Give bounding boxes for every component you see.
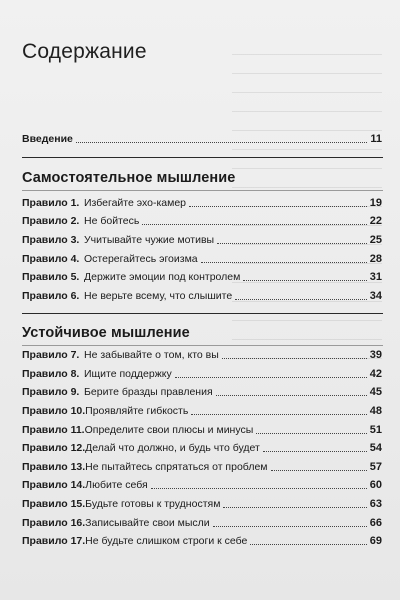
- toc-entry: [22, 269, 382, 285]
- rule-number: Правило 1.: [22, 197, 80, 209]
- entry-page: 11: [370, 133, 382, 145]
- entry-page: 28: [369, 253, 382, 265]
- dot-leader: [201, 262, 367, 263]
- entry-title: Любите себя: [85, 479, 148, 491]
- rule-number: Правило 7.: [22, 349, 80, 361]
- section-title: Самостоятельное мышление: [22, 170, 236, 186]
- entry-page: 48: [369, 405, 382, 417]
- rule-number: Правило 9.: [22, 386, 80, 398]
- entry-page: 54: [369, 442, 382, 454]
- entry-page: 25: [369, 234, 382, 246]
- dot-leader: [151, 488, 367, 489]
- toc-entry: [22, 366, 382, 382]
- toc-entry: [22, 384, 382, 400]
- section-divider: [22, 313, 383, 314]
- rule-number: Правило 10.: [22, 405, 86, 417]
- dot-leader: [235, 299, 367, 300]
- toc-entry: [22, 347, 382, 363]
- toc-entry: [22, 232, 382, 248]
- dot-leader: [217, 243, 367, 244]
- toc-entry: [22, 496, 382, 512]
- entry-page: 69: [369, 535, 382, 547]
- toc-entry: [22, 515, 382, 531]
- entry-page: 66: [369, 517, 382, 529]
- entry-title: Делай что должно, и будь что будет: [85, 442, 260, 454]
- entry-title: Не пытайтесь спрятаться от проблем: [85, 461, 268, 473]
- page-title: Содержание: [22, 40, 147, 63]
- entry-title: Проявляйте гибкость: [85, 405, 189, 417]
- rule-number: Правило 3.: [22, 234, 80, 246]
- rule-number: Правило 11.: [22, 424, 85, 436]
- toc-entry: [22, 213, 382, 229]
- rule-number: Правило 4.: [22, 253, 80, 265]
- rule-number: Правило 8.: [22, 368, 80, 380]
- dot-leader: [223, 507, 366, 508]
- toc-entry: [22, 403, 382, 419]
- toc-entry: [22, 422, 382, 438]
- entry-title: Не бойтесь: [84, 215, 140, 227]
- entry-page: 63: [369, 498, 382, 510]
- dot-leader: [175, 377, 367, 378]
- toc-entry-intro: [22, 131, 382, 147]
- rule-number: Правило 15.: [22, 498, 86, 510]
- entry-page: 31: [369, 271, 382, 283]
- toc-entry: [22, 459, 382, 475]
- dot-leader: [263, 451, 367, 452]
- toc-entry: [22, 440, 382, 456]
- entry-title: Держите эмоции под контролем: [84, 271, 241, 283]
- toc-entry: [22, 288, 382, 304]
- entry-title: Ищите поддержку: [84, 368, 172, 380]
- rule-number: Правило 13.: [22, 461, 86, 473]
- section-underline: [22, 190, 383, 191]
- entry-title: Записывайте свои мысли: [85, 517, 210, 529]
- toc-entry: [22, 195, 382, 211]
- dot-leader: [189, 206, 367, 207]
- dot-leader: [191, 414, 366, 415]
- dot-leader: [271, 470, 367, 471]
- entry-title: Учитывайте чужие мотивы: [84, 234, 215, 246]
- entry-title: Введение: [22, 133, 73, 145]
- section-divider: [22, 157, 383, 158]
- entry-page: 39: [369, 349, 382, 361]
- dot-leader: [213, 526, 367, 527]
- rule-number: Правило 6.: [22, 290, 80, 302]
- entry-page: 42: [369, 368, 382, 380]
- entry-title: Берите бразды правления: [84, 386, 213, 398]
- entry-page: 19: [369, 197, 382, 209]
- entry-page: 45: [369, 386, 382, 398]
- entry-page: 22: [369, 215, 382, 227]
- dot-leader: [76, 142, 367, 143]
- section-underline: [22, 345, 383, 346]
- entry-title: Избегайте эхо-камер: [84, 197, 187, 209]
- toc-entry: [22, 477, 382, 493]
- entry-title: Остерегайтесь эгоизма: [84, 253, 198, 265]
- rule-number: Правило 16.: [22, 517, 86, 529]
- entry-title: Не будьте слишком строги к себе: [85, 535, 248, 547]
- entry-title: Не забывайте о том, кто вы: [84, 349, 219, 361]
- entry-page: 60: [369, 479, 382, 491]
- dot-leader: [250, 544, 366, 545]
- entry-page: 51: [369, 424, 382, 436]
- dot-leader: [142, 224, 366, 225]
- toc-entry: [22, 251, 382, 267]
- rule-number: Правило 2.: [22, 215, 80, 227]
- entry-title: Не верьте всему, что слышите: [84, 290, 233, 302]
- dot-leader: [216, 395, 367, 396]
- dot-leader: [256, 433, 366, 434]
- rule-number: Правило 5.: [22, 271, 80, 283]
- entry-title: Будьте готовы к трудностям: [85, 498, 221, 510]
- rule-number: Правило 12.: [22, 442, 86, 454]
- dot-leader: [243, 280, 366, 281]
- rule-number: Правило 17.: [22, 535, 86, 547]
- entry-page: 57: [369, 461, 382, 473]
- entry-page: 34: [369, 290, 382, 302]
- section-title: Устойчивое мышление: [22, 325, 190, 341]
- dot-leader: [222, 358, 367, 359]
- rule-number: Правило 14.: [22, 479, 86, 491]
- entry-title: Определите свои плюсы и минусы: [84, 424, 254, 436]
- toc-entry: [22, 533, 382, 549]
